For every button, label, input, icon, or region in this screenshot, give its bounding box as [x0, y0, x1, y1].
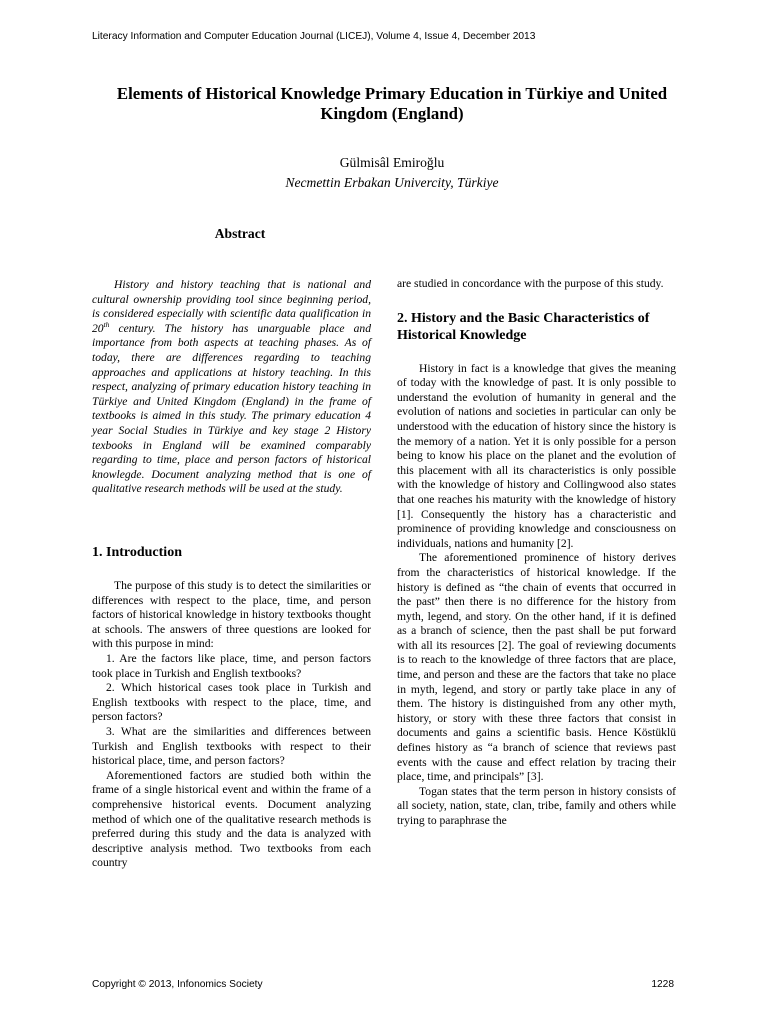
abstract-text: History and history teaching that is national and cultural ownership providing tool since beginning period, is considered especially with scientific data qualification in 20th century. The history has unarguable place and importance from both aspects at teaching phases. As of today, there are differences regarding to teaching approaches and applications at history teaching. In this respect, analyzing of primary education history teaching in Türkiye and United Kingdom (England) in the frame of textbooks is aimed in this study. The primary education 4 year Social Studies in Türkiye and key stage 2 History texbooks in England will be examined comparably regarding to time, place and person factors of historical knowlegde. Document analyzing method that is one of qualitative research methods will be used at the study.	[92, 278, 371, 496]
author-name: Gülmisâl Emiroğlu	[339, 155, 445, 170]
running-header: Literacy Information and Computer Education Journal (LICEJ), Volume 4, Issue 4, December 2013	[92, 31, 536, 42]
section-2-paragraph-1: History in fact is a knowledge that gives the meaning of today with the knowledge of past. It is only possible to understand the evolution of humanity in general and the evolution of nations and societies in particular can only be understood with the education of history since the history is the memory of a nation. Yet it is only possible for a person being to know his place on the planet and the evolution of this placement with all its characteristics is only possible with the knowledge of history and Collingwood also states that one reaches his maturity with the knowledge of history [1]. Consequently the history has a characteristic and prominence of providing knowledge and consciousness on individuals, nations and humanity [2].	[397, 361, 676, 550]
abstract-column	[92, 278, 371, 497]
research-question-2: 2. Which historical cases took place in Turkish and English textbooks with respect to the place, time, and person factors?	[92, 681, 371, 724]
intro-paragraph-1: The purpose of this study is to detect the similarities or differences with respect to the place, time, and person factors of historical knowledge in history textbooks thought at schools. The answers of three questions are looked for with this purpose in mind:	[92, 579, 371, 651]
abstract-heading: Abstract	[214, 226, 266, 241]
intro-paragraph-2-continued: are studied in concordance with the purpose of this study.	[397, 277, 664, 290]
superscript-th: th	[103, 319, 110, 329]
intro-paragraph-2: Aforementioned factors are studied both within the frame of a single historical event and within the frame of a comprehensive historical events. Document analyzing method of which one of the qualitative research methods is preferred during this study and the data is analyzed with descriptive analysis method. Two textbooks from each country	[92, 768, 371, 870]
page-number: 1228	[651, 979, 674, 990]
paper-title: Elements of Historical Knowledge Primary Education in Türkiye and United Kingdom (England)	[116, 84, 668, 123]
section-2-paragraph-3: Togan states that the term person in history consists of all society, nation, state, clan, tribe, family and others while trying to paraphrase the	[397, 784, 676, 827]
research-question-1: 1. Are the factors like place, time, and person factors took place in Turkish and English textbooks?	[92, 651, 371, 680]
section-1-heading: 1. Introduction	[92, 545, 182, 560]
research-question-3: 3. What are the similarities and differences between Turkish and English textbooks with respect to their historical place, time, and person factors?	[92, 724, 371, 768]
left-column	[92, 544, 371, 871]
author-affiliation: Necmettin Erbakan Univercity, Türkiye	[285, 175, 499, 190]
section-2-paragraph-2: The aforementioned prominence of history derives from the characteristics of historical knowledge. If the history is defined as “the chain of events that occurred in the past” then there is no difference for the history from myth, legend, and story. On the other hand, if it is defined as a branch of science, then the past shall be put forward with all its resources [2]. The goal of reviewing documents is to reach to the knowledge of three factors that are place, time, and person and these are the factors that take no place in myth, legend, and story or partly take place in any of them. The history is distinguished from any other myth, history, or story with these three factors that consist in documents and gains a scientific basis. Hence Köstüklü defines history as “a branch of science that reviews past events with the cause and effect relation by tracing their place, time, and principals” [3].	[397, 551, 676, 784]
right-column	[397, 277, 676, 829]
section-2-heading: 2. History and the Basic Characteristics of Historical Knowledge	[397, 310, 650, 343]
copyright-footer: Copyright © 2013, Infonomics Society	[92, 979, 263, 990]
